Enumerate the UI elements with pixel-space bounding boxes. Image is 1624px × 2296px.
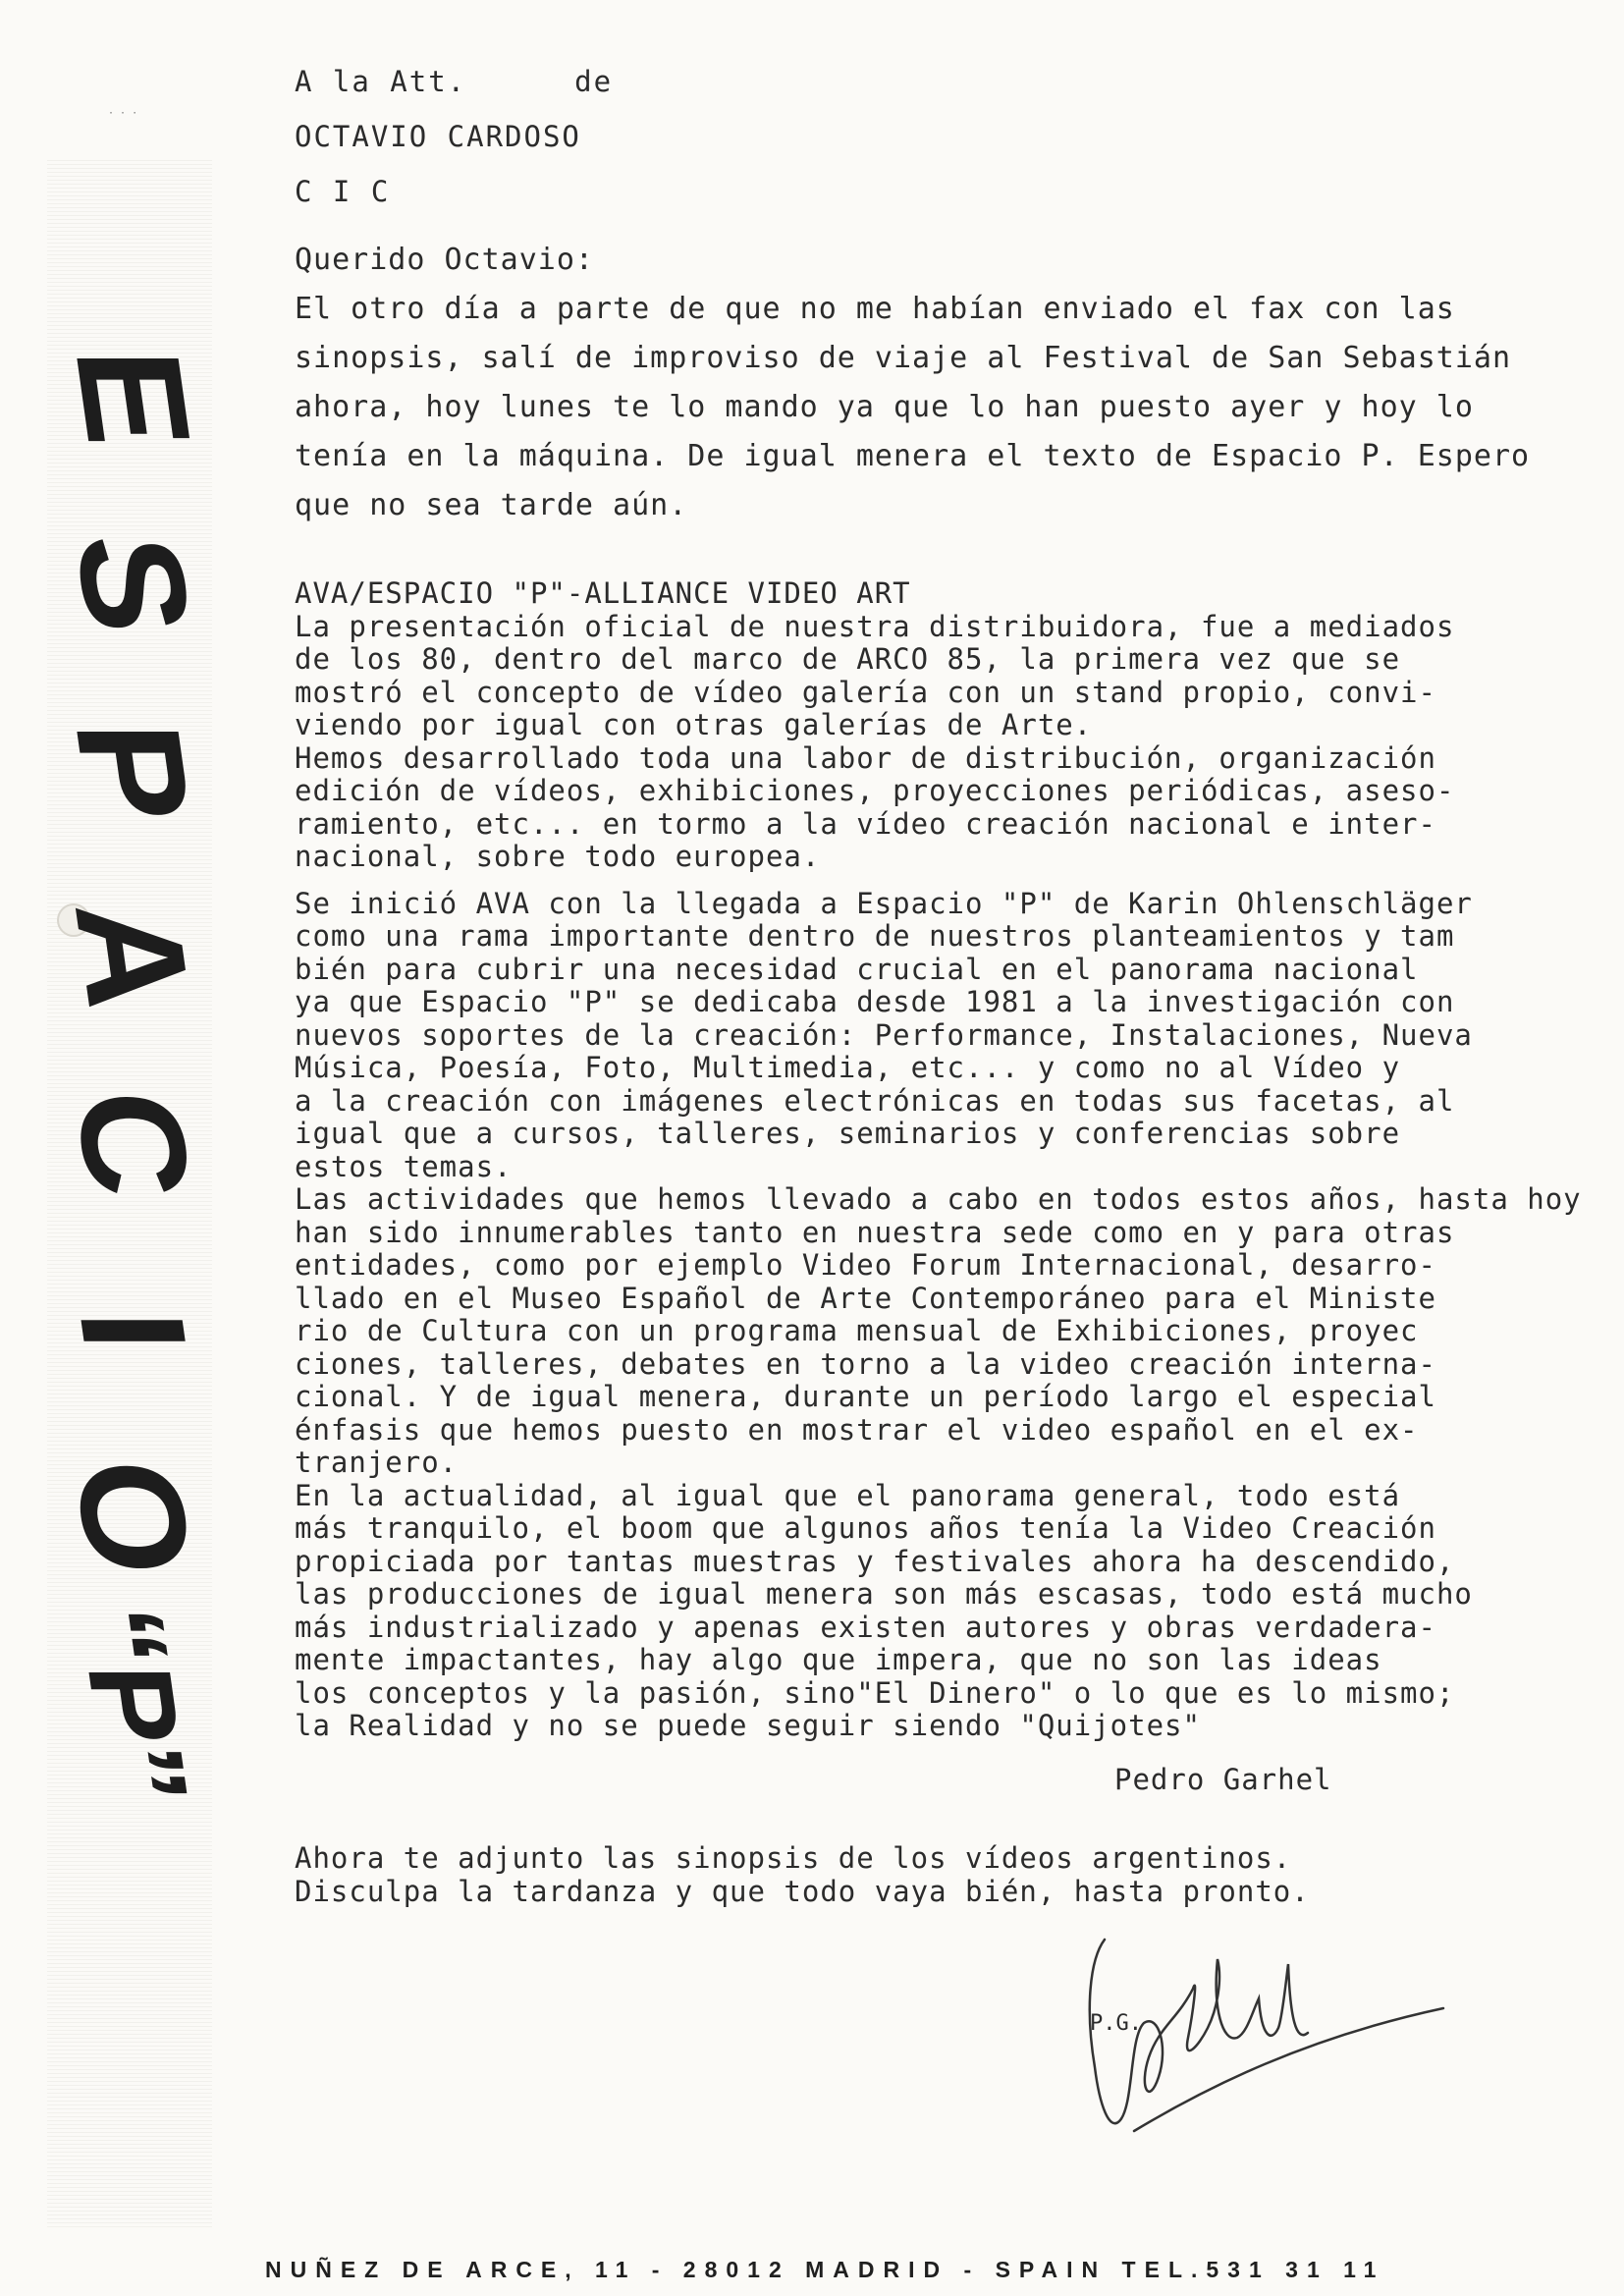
greeting: Querido Octavio: [295,243,594,277]
closing-line: Disculpa la tardanza y que todo vaya bién, hasta pronto. [295,1875,1310,1908]
body-line: más tranquilo, el boom que algunos años tenía la Video Creación [295,1511,1436,1545]
section-title: AVA/ESPACIO "P"-ALLIANCE VIDEO ART [295,576,911,610]
body-line: viendo por igual con otras galerías de Arte. [295,708,1093,741]
recipient-name: OCTAVIO CARDOSO [295,120,581,153]
body-line: mente impactantes, hay algo que impera, que no son las ideas [295,1643,1382,1676]
body-line: Las actividades que hemos llevado a cabo en todos estos años, hasta hoy [295,1182,1582,1216]
attention-de: de [574,65,614,98]
intro-line: sinopsis, salí de improviso de viaje al Festival de San Sebastián [295,341,1511,375]
body-line: ya que Espacio "P" se dedicaba desde 1981 a la investigación con [295,985,1455,1018]
intro-line: ahora, hoy lunes te lo mando ya que lo han puesto ayer y hoy lo [295,390,1474,424]
body-line: tranjero. [295,1446,459,1479]
body-line: mostró el concepto de vídeo galería con un stand propio, convi- [295,675,1436,709]
body-line: más industrializado y apenas existen autores y obras verdadera- [295,1610,1436,1644]
body-line: nacional, sobre todo europea. [295,840,821,873]
paragraph-1 [295,611,1610,874]
paragraph-2 [295,888,1610,1743]
body-line: nuevos soportes de la creación: Performance, Instalaciones, Nueva [295,1017,1473,1052]
signature-initials: P.G. [1090,2011,1142,2036]
letterhead-footer: NUÑEZ DE ARCE, 11 - 28012 MADRID - SPAIN TEL.531 31 11 [265,2257,1385,2282]
body-line: ramiento, etc... en tormo a la vídeo creación nacional e inter- [295,806,1436,841]
body-line: los conceptos y la pasión, sino"El Dinero" o lo que es lo mismo; [295,1675,1455,1710]
body-line: ciones, talleres, debates en torno a la video creación interna- [295,1346,1436,1381]
letter-body [295,236,1610,1743]
body-line: Música, Poesía, Foto, Multimedia, etc... y como no al Vídeo y [295,1051,1401,1084]
body-line: propiciada por tantas muestras y festivales ahora ha descendido, [295,1544,1455,1578]
body-line: la Realidad y no se puede seguir siendo "Quijotes" [295,1709,1201,1742]
body-line: igual que a cursos, talleres, seminarios y conferencias sobre [295,1117,1401,1150]
attention-line [295,54,613,109]
intro-line: que no sea tarde aún. [295,488,688,522]
closing-paragraph [295,1841,1310,1908]
body-line: entidades, como por ejemplo Video Forum Internacional, desarro- [295,1248,1436,1282]
body-line: En la actualidad, al igual que el panorama general, todo está [295,1478,1401,1512]
intro-paragraph [295,285,1610,530]
recipient-org: C I C [295,175,391,208]
letterhead-letter: O [42,1459,225,1575]
body-line: estos temas. [295,1149,513,1183]
body-line: llado en el Museo Español de Arte Contemporáneo para el Ministe [295,1281,1436,1315]
body-line: Hemos desarrollado toda una labor de distribución, organización [295,740,1436,775]
body-line: han sido innumerables tanto en nuestra sede como en y para otras [295,1215,1455,1249]
letterhead-letter: I [48,1310,219,1351]
letterhead-letter: S [43,534,224,634]
body-line: de los 80, dentro del marco de ARCO 85, la primera vez que se [295,642,1401,676]
closing-line: Ahora te adjunto las sinopsis de los vídeos argentinos. [295,1841,1292,1875]
body-line: rio de Cultura con un programa mensual de Exhibiciones, proyec [295,1314,1419,1347]
letterhead-letter: E [43,348,224,448]
address-block [295,54,613,219]
body-line: bién para cubrir una necesidad crucial en el panorama nacional [295,952,1419,986]
signature-name: Pedro Garhel [1114,1763,1332,1796]
paper-specks: · · · [108,108,138,119]
letterhead-letter: “P” [53,1605,214,1803]
letterhead-letter: A [43,903,224,1011]
attention-label: A la Att. [295,65,467,98]
letterhead-letter: C [43,1090,224,1198]
body-line: las producciones de igual menera son más escasas, todo está mucho [295,1577,1473,1611]
letterhead-letter: P [43,721,224,821]
body-line: La presentación oficial de nuestra distribuidora, fue a mediados [295,609,1455,643]
body-line: edición de vídeos, exhibiciones, proyecciones periódicas, aseso- [295,774,1455,807]
body-line: como una rama importante dentro de nuestros planteamientos y tam [295,919,1455,953]
intro-line: El otro día a parte de que no me habían enviado el fax con las [295,292,1455,326]
body-line: énfasis que hemos puesto en mostrar el video español en el ex- [295,1412,1419,1447]
paragraph-gap [295,874,1610,888]
body-line: cional. Y de igual menera, durante un período largo el especial [295,1380,1436,1413]
letterhead-logo [42,304,225,2170]
body-line: Se inició AVA con la llegada a Espacio "P" de Karin Ohlenschläger [295,886,1473,920]
body-line: a la creación con imágenes electrónicas en todas sus facetas, al [295,1083,1455,1118]
intro-line: tenía en la máquina. De igual menera el texto de Espacio P. Espero [295,439,1531,473]
